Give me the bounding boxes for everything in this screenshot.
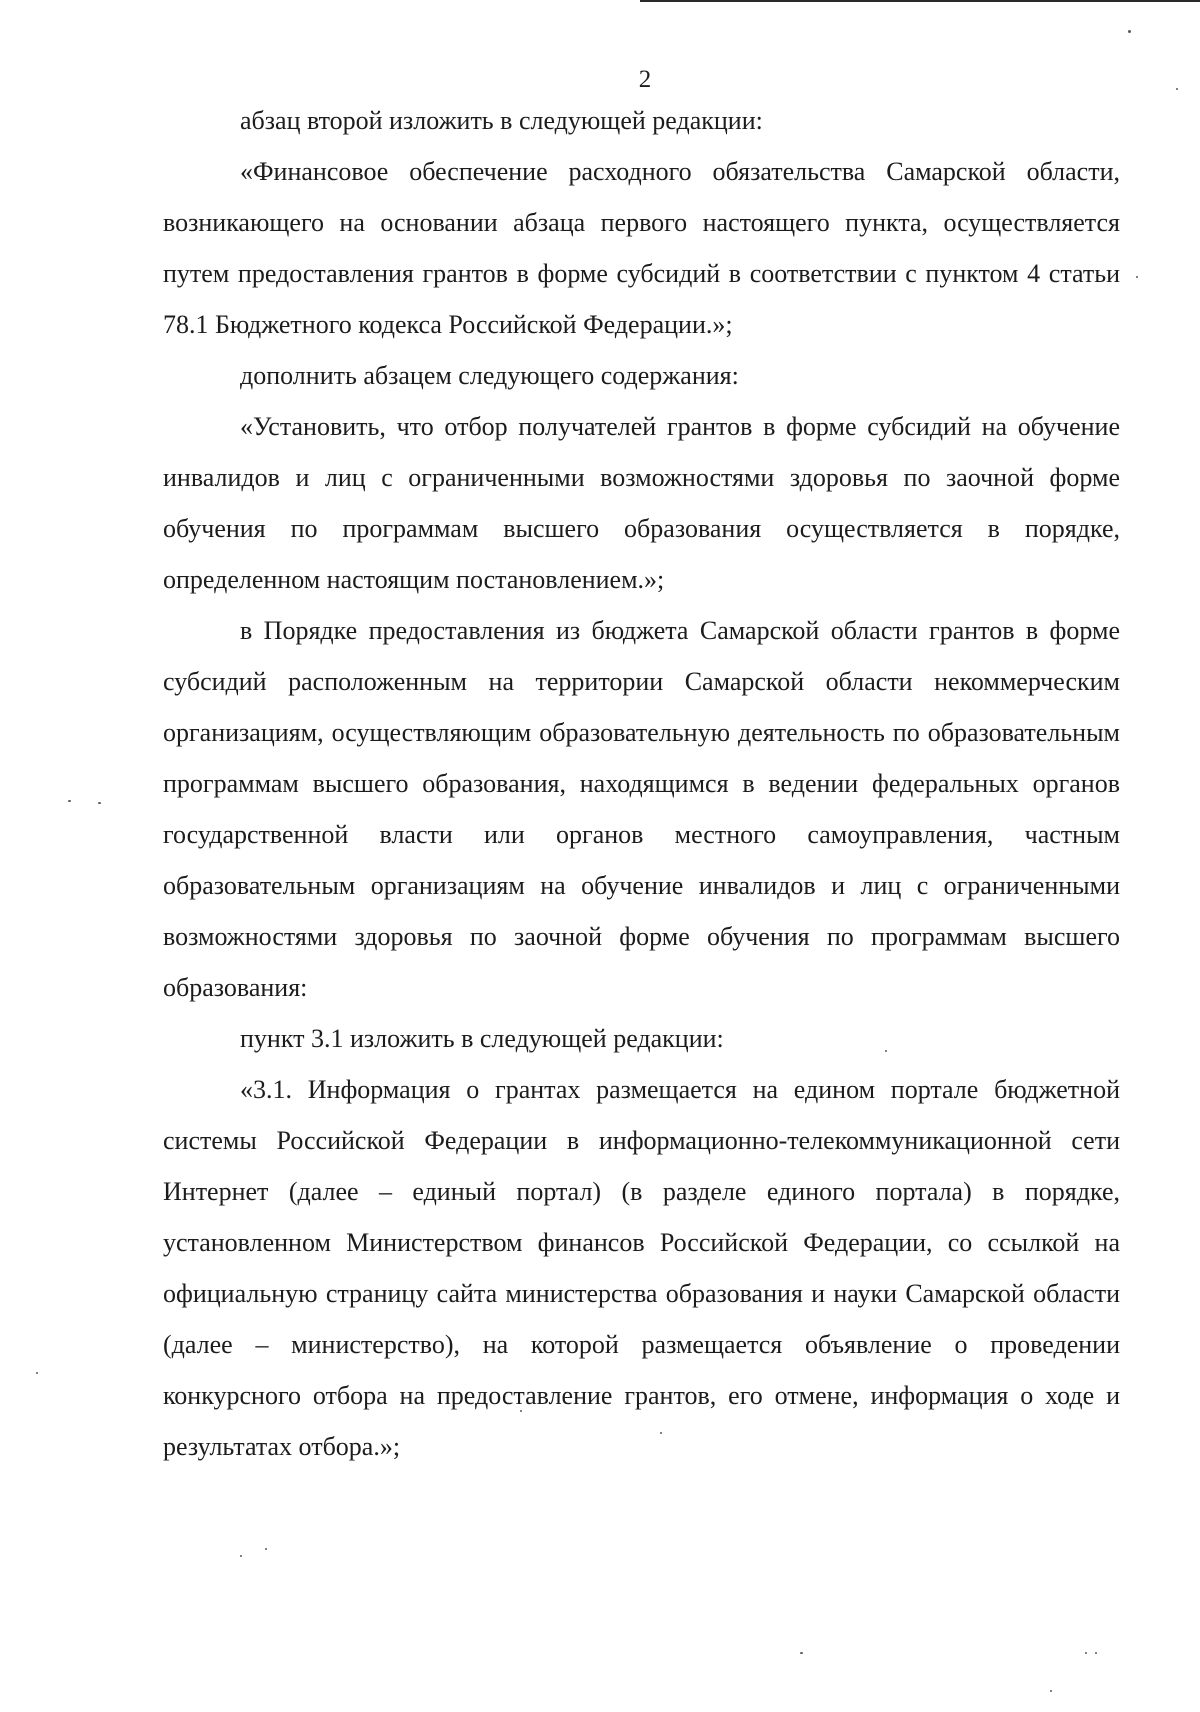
paragraph-4: «Установить, что отбор получателей грантов в форме субсидий на обучение инвалидов и лиц с ограниченными возможностями здоровья по заочной форме обучения по программам высшего образования осуществляется в порядке, определенном настоящим постановлением.»; (163, 412, 1120, 594)
paragraph-1: абзац второй изложить в следующей редакции: (240, 106, 763, 135)
top-border-line (640, 0, 1200, 2)
paragraph-2: «Финансовое обеспечение расходного обязательства Самарской области, возникающего на основании абзаца первого настоящего пункта, осуществляется путем предоставления грантов в форме субсидий в соответствии с пунктом 4 статьи 78.1 Бюджетного кодекса Российской Федерации.»; (163, 157, 1120, 339)
paragraph-6: пункт 3.1 изложить в следующей редакции: (240, 1024, 724, 1053)
paragraph-3: дополнить абзацем следующего содержания: (240, 361, 739, 390)
paragraph-5: в Порядке предоставления из бюджета Самарской области грантов в форме субсидий расположенным на территории Самарской области некоммерческим организациям, осуществляющим образовательную деятельность по образовательным программам высшего образования, находящимся в ведении федеральных органов государственной власти или органов местного самоуправления, частным образовательным организациям на обучение инвалидов и лиц с ограниченными возможностями здоровья по заочной форме обучения по программам высшего образования: (163, 616, 1120, 1002)
paragraph-7: «3.1. Информация о грантах размещается на едином портале бюджетной системы Российской Федерации в информационно-телекоммуникационной сети Интернет (далее – единый портал) (в разделе единого портала) в порядке, установленном Министерством финансов Российской Федерации, со ссылкой на официальную страницу сайта министерства образования и науки Самарской области (далее – министерство), на которой размещается объявление о проведении конкурсного отбора на предоставление грантов, его отмене, информация о ходе и результатах отбора.»; (163, 1075, 1120, 1461)
page-number: 2 (638, 66, 652, 93)
document-body (163, 95, 1120, 1472)
